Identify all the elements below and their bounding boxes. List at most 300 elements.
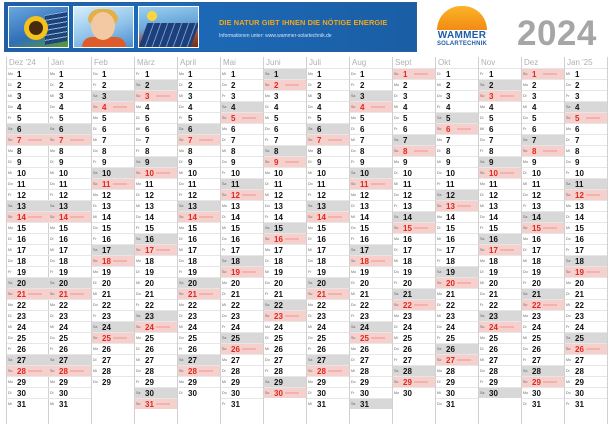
day-cell xyxy=(350,123,392,134)
day-cell xyxy=(49,354,91,365)
day-number: 23 xyxy=(575,312,584,321)
day-cell xyxy=(479,354,521,365)
holiday-marker xyxy=(156,95,170,97)
day-cell xyxy=(135,255,177,266)
weekday-abbr: Mi xyxy=(179,248,183,252)
day-number: 30 xyxy=(59,389,68,398)
day-number: 9 xyxy=(317,158,322,167)
day-number: 3 xyxy=(59,92,64,101)
weekday-abbr: Sa xyxy=(437,270,442,274)
day-cell xyxy=(393,178,435,189)
day-number: 6 xyxy=(403,125,408,134)
day-number: 7 xyxy=(403,136,408,145)
day-number: 11 xyxy=(575,180,584,189)
weekday-abbr: Sa xyxy=(8,281,13,285)
day-number: 18 xyxy=(360,257,369,266)
calendar-year: 2024 xyxy=(517,14,597,53)
day-cell xyxy=(49,266,91,277)
day-number: 18 xyxy=(446,257,455,266)
day-number: 10 xyxy=(274,169,283,178)
day-number: 27 xyxy=(188,356,197,365)
weekday-abbr: Mi xyxy=(437,391,441,395)
weekday-abbr: So xyxy=(566,116,571,120)
weekday-abbr: Mi xyxy=(566,72,570,76)
weekday-abbr: Mo xyxy=(222,281,227,285)
day-number: 18 xyxy=(403,257,412,266)
weekday-abbr: Do xyxy=(437,248,442,252)
month-label: März xyxy=(137,58,155,67)
day-cell xyxy=(307,398,349,409)
day-cell xyxy=(479,112,521,123)
day-cell xyxy=(479,387,521,398)
day-cell xyxy=(436,233,478,244)
day-number: 1 xyxy=(102,70,107,79)
day-number: 9 xyxy=(274,158,279,167)
day-number: 15 xyxy=(145,224,154,233)
day-number: 9 xyxy=(59,158,64,167)
day-cell xyxy=(436,167,478,178)
weekday-abbr: Fr xyxy=(394,127,398,131)
day-number: 17 xyxy=(317,246,326,255)
weekday-abbr: Do xyxy=(523,116,528,120)
weekday-abbr: Sa xyxy=(136,314,141,318)
day-number: 19 xyxy=(403,268,412,277)
day-cell xyxy=(92,332,134,343)
day-cell xyxy=(393,200,435,211)
child-face-graphic xyxy=(91,12,115,40)
day-number: 13 xyxy=(274,202,283,211)
day-number: 7 xyxy=(102,136,107,145)
weekday-abbr: Fr xyxy=(437,105,441,109)
weekday-abbr: Mi xyxy=(394,182,398,186)
weekday-abbr: So xyxy=(8,138,13,142)
weekday-abbr: Do xyxy=(566,160,571,164)
day-cell xyxy=(7,255,49,266)
day-cell xyxy=(436,68,478,79)
day-number: 13 xyxy=(360,202,369,211)
day-cell xyxy=(522,189,564,200)
day-cell xyxy=(307,200,349,211)
weekday-abbr: Di xyxy=(566,292,570,296)
weekday-abbr: Mi xyxy=(523,259,527,263)
weekday-abbr: Di xyxy=(265,105,269,109)
weekday-abbr: Mo xyxy=(394,391,399,395)
day-number: 13 xyxy=(403,202,412,211)
weekday-abbr: So xyxy=(523,226,528,230)
day-number: 29 xyxy=(403,378,412,387)
day-cell xyxy=(221,145,263,156)
weekday-abbr: Fr xyxy=(93,314,97,318)
day-number: 14 xyxy=(403,213,412,222)
holiday-marker xyxy=(28,293,42,295)
day-cell xyxy=(522,255,564,266)
day-number: 11 xyxy=(188,180,197,189)
day-cell xyxy=(221,288,263,299)
day-cell xyxy=(49,123,91,134)
day-cell xyxy=(479,134,521,145)
day-number: 6 xyxy=(446,125,451,134)
day-number: 16 xyxy=(231,235,240,244)
day-cell xyxy=(7,112,49,123)
day-number: 7 xyxy=(17,136,22,145)
weekday-abbr: Mo xyxy=(523,160,528,164)
day-number: 10 xyxy=(532,169,541,178)
weekday-abbr: So xyxy=(480,171,485,175)
day-cell xyxy=(479,156,521,167)
weekday-abbr: Mo xyxy=(8,303,13,307)
day-cell xyxy=(135,398,177,409)
day-number: 19 xyxy=(274,268,283,277)
day-number: 22 xyxy=(575,301,584,310)
day-cell xyxy=(135,90,177,101)
day-cell xyxy=(178,255,220,266)
day-cell xyxy=(178,266,220,277)
weekday-abbr: Mo xyxy=(437,369,442,373)
day-number: 25 xyxy=(403,334,412,343)
day-number: 6 xyxy=(145,125,150,134)
weekday-abbr: So xyxy=(394,380,399,384)
day-cell xyxy=(178,387,220,398)
weekday-abbr: Fr xyxy=(308,347,312,351)
weekday-abbr: Di xyxy=(222,292,226,296)
day-cell xyxy=(436,112,478,123)
weekday-abbr: Di xyxy=(8,83,12,87)
weekday-abbr: So xyxy=(480,248,485,252)
day-cell xyxy=(264,288,306,299)
day-number: 18 xyxy=(231,257,240,266)
weekday-abbr: Mo xyxy=(351,116,356,120)
weekday-abbr: So xyxy=(566,270,571,274)
day-number: 20 xyxy=(145,279,154,288)
day-number: 4 xyxy=(145,103,150,112)
weekday-abbr: Di xyxy=(265,336,269,340)
weekday-abbr: Sa xyxy=(566,105,571,109)
weekday-abbr: Mi xyxy=(308,171,312,175)
day-number: 10 xyxy=(403,169,412,178)
holiday-marker xyxy=(371,106,385,108)
day-cell xyxy=(436,277,478,288)
day-cell xyxy=(565,123,607,134)
day-cell xyxy=(522,79,564,90)
day-number: 13 xyxy=(188,202,197,211)
weekday-abbr: Do xyxy=(136,369,141,373)
day-number: 20 xyxy=(231,279,240,288)
weekday-abbr: Mo xyxy=(50,72,55,76)
day-number: 9 xyxy=(446,158,451,167)
day-number: 8 xyxy=(145,147,150,156)
day-cell xyxy=(7,222,49,233)
weekday-abbr: Mi xyxy=(50,171,54,175)
day-cell xyxy=(565,387,607,398)
day-cell xyxy=(479,123,521,134)
weekday-abbr: Do xyxy=(8,336,13,340)
day-cell xyxy=(393,332,435,343)
day-cell xyxy=(565,398,607,409)
holiday-marker xyxy=(70,216,84,218)
day-number: 11 xyxy=(317,180,326,189)
day-number: 28 xyxy=(360,367,369,376)
holiday-marker xyxy=(371,260,385,262)
month-column xyxy=(264,57,307,424)
day-number: 18 xyxy=(489,257,498,266)
day-number: 18 xyxy=(575,257,584,266)
weekday-abbr: So xyxy=(437,204,442,208)
weekday-abbr: Fr xyxy=(93,237,97,241)
day-number: 25 xyxy=(317,334,326,343)
weekday-abbr: Fr xyxy=(222,94,226,98)
weekday-abbr: Mo xyxy=(222,358,227,362)
day-cell xyxy=(436,200,478,211)
day-number: 15 xyxy=(102,224,111,233)
weekday-abbr: Mo xyxy=(93,347,98,351)
day-number: 12 xyxy=(489,191,498,200)
day-cell xyxy=(49,134,91,145)
weekday-abbr: Fr xyxy=(265,292,269,296)
day-number: 14 xyxy=(17,213,26,222)
weekday-abbr: So xyxy=(394,226,399,230)
day-cell xyxy=(178,222,220,233)
day-cell xyxy=(135,299,177,310)
weekday-abbr: Sa xyxy=(179,127,184,131)
weekday-abbr: So xyxy=(222,347,227,351)
day-cell xyxy=(350,277,392,288)
day-number: 10 xyxy=(188,169,197,178)
day-cell xyxy=(436,90,478,101)
day-cell xyxy=(307,343,349,354)
day-number: 23 xyxy=(188,312,197,321)
day-cell xyxy=(307,222,349,233)
header-banner xyxy=(4,2,417,52)
day-number: 28 xyxy=(188,367,197,376)
weekday-abbr: So xyxy=(480,325,485,329)
day-number: 26 xyxy=(59,345,68,354)
day-cell xyxy=(264,123,306,134)
weekday-abbr: Fr xyxy=(308,116,312,120)
day-number: 26 xyxy=(360,345,369,354)
weekday-abbr: So xyxy=(136,402,141,406)
day-cell xyxy=(307,321,349,332)
day-number: 11 xyxy=(532,180,541,189)
day-cell xyxy=(565,156,607,167)
day-cell xyxy=(7,200,49,211)
weekday-abbr: Mo xyxy=(265,325,270,329)
weekday-abbr: Do xyxy=(480,138,485,142)
day-number: 4 xyxy=(575,103,580,112)
day-number: 27 xyxy=(274,356,283,365)
day-cell xyxy=(221,134,263,145)
day-number: 3 xyxy=(17,92,22,101)
day-number: 21 xyxy=(59,290,68,299)
day-cell xyxy=(135,68,177,79)
day-number: 26 xyxy=(17,345,26,354)
day-cell xyxy=(307,376,349,387)
day-cell xyxy=(221,299,263,310)
weekday-abbr: Do xyxy=(179,182,184,186)
day-number: 13 xyxy=(102,202,111,211)
day-number: 12 xyxy=(317,191,326,200)
day-cell xyxy=(307,79,349,90)
day-number: 17 xyxy=(403,246,412,255)
weekday-abbr: Mo xyxy=(308,149,313,153)
day-number: 29 xyxy=(274,378,283,387)
month-label: Aug xyxy=(352,58,367,67)
weekday-abbr: Do xyxy=(136,215,141,219)
weekday-abbr: Sa xyxy=(394,138,399,142)
day-cell xyxy=(436,211,478,222)
holiday-marker xyxy=(242,194,256,196)
day-cell xyxy=(307,365,349,376)
day-number: 16 xyxy=(446,235,455,244)
weekday-abbr: Fr xyxy=(437,182,441,186)
day-number: 19 xyxy=(317,268,326,277)
weekday-abbr: Fr xyxy=(179,116,183,120)
weekday-abbr: Mi xyxy=(308,402,312,406)
day-cell xyxy=(49,145,91,156)
banner-contact: Informationen unter: www.wammer-solartechnik.de xyxy=(219,33,332,39)
day-cell xyxy=(264,266,306,277)
day-cell xyxy=(92,321,134,332)
day-number: 26 xyxy=(532,345,541,354)
day-number: 15 xyxy=(317,224,326,233)
weekday-abbr: Sa xyxy=(437,116,442,120)
weekday-abbr: Mo xyxy=(394,160,399,164)
holiday-marker xyxy=(328,139,342,141)
day-number: 17 xyxy=(489,246,498,255)
day-cell xyxy=(393,112,435,123)
day-number: 16 xyxy=(532,235,541,244)
day-number: 12 xyxy=(102,191,111,200)
day-cell xyxy=(92,200,134,211)
weekday-abbr: Mo xyxy=(437,292,442,296)
day-number: 2 xyxy=(575,81,580,90)
weekday-abbr: Sa xyxy=(480,237,485,241)
day-number: 14 xyxy=(145,213,154,222)
day-number: 18 xyxy=(274,257,283,266)
weekday-abbr: So xyxy=(437,358,442,362)
day-cell xyxy=(221,255,263,266)
weekday-abbr: Di xyxy=(308,160,312,164)
day-number: 23 xyxy=(102,312,111,321)
day-cell xyxy=(350,376,392,387)
day-cell xyxy=(135,101,177,112)
day-number: 16 xyxy=(274,235,283,244)
weekday-abbr: Fr xyxy=(351,237,355,241)
weekday-abbr: Mi xyxy=(566,226,570,230)
weekday-abbr: Sa xyxy=(50,127,55,131)
weekday-abbr: Di xyxy=(351,281,355,285)
weekday-abbr: Mo xyxy=(308,303,313,307)
day-cell xyxy=(479,321,521,332)
holiday-marker xyxy=(285,84,299,86)
day-number: 22 xyxy=(188,301,197,310)
day-number: 2 xyxy=(145,81,150,90)
day-number: 25 xyxy=(145,334,154,343)
day-cell xyxy=(7,79,49,90)
day-number: 11 xyxy=(489,180,498,189)
weekday-abbr: So xyxy=(50,215,55,219)
weekday-abbr: Do xyxy=(93,149,98,153)
day-number: 14 xyxy=(489,213,498,222)
weekday-abbr: Fr xyxy=(566,94,570,98)
weekday-abbr: So xyxy=(265,314,270,318)
day-number: 8 xyxy=(188,147,193,156)
weekday-abbr: So xyxy=(308,138,313,142)
day-cell xyxy=(393,343,435,354)
day-number: 8 xyxy=(102,147,107,156)
day-cell xyxy=(49,277,91,288)
day-cell xyxy=(479,189,521,200)
day-cell xyxy=(522,387,564,398)
day-cell xyxy=(221,233,263,244)
day-number: 22 xyxy=(102,301,111,310)
weekday-abbr: So xyxy=(265,160,270,164)
day-number: 7 xyxy=(446,136,451,145)
day-number: 9 xyxy=(231,158,236,167)
weekday-abbr: Mi xyxy=(308,325,312,329)
weekday-abbr: Sa xyxy=(566,259,571,263)
day-number: 29 xyxy=(360,378,369,387)
weekday-abbr: Mo xyxy=(179,149,184,153)
day-number: 6 xyxy=(231,125,236,134)
day-cell xyxy=(436,79,478,90)
holiday-marker xyxy=(500,249,514,251)
day-cell xyxy=(350,200,392,211)
weekday-abbr: Fr xyxy=(93,83,97,87)
day-cell xyxy=(221,211,263,222)
month-column xyxy=(49,57,92,424)
day-cell xyxy=(264,178,306,189)
day-number: 10 xyxy=(360,169,369,178)
day-cell xyxy=(264,134,306,145)
day-number: 13 xyxy=(532,202,541,211)
weekday-abbr: Mo xyxy=(480,336,485,340)
day-number: 22 xyxy=(59,301,68,310)
day-cell xyxy=(92,244,134,255)
weekday-abbr: Fr xyxy=(8,193,12,197)
day-cell xyxy=(264,79,306,90)
holiday-marker xyxy=(414,304,428,306)
day-number: 7 xyxy=(231,136,236,145)
day-number: 8 xyxy=(489,147,494,156)
day-number: 3 xyxy=(188,92,193,101)
day-cell xyxy=(135,277,177,288)
day-number: 31 xyxy=(575,400,584,409)
day-number: 26 xyxy=(403,345,412,354)
day-cell xyxy=(92,134,134,145)
day-cell xyxy=(479,332,521,343)
day-number: 11 xyxy=(231,180,240,189)
day-cell xyxy=(178,189,220,200)
day-number: 6 xyxy=(489,125,494,134)
day-cell xyxy=(7,310,49,321)
weekday-abbr: Di xyxy=(179,314,183,318)
day-number: 18 xyxy=(102,257,111,266)
holiday-marker xyxy=(586,271,600,273)
day-number: 12 xyxy=(575,191,584,200)
day-cell xyxy=(135,200,177,211)
day-cell xyxy=(522,112,564,123)
day-number: 18 xyxy=(145,257,154,266)
weekday-abbr: Mi xyxy=(179,325,183,329)
day-number: 30 xyxy=(489,389,498,398)
day-number: 23 xyxy=(274,312,283,321)
weekday-abbr: Do xyxy=(136,138,141,142)
day-cell xyxy=(393,156,435,167)
weekday-abbr: Sa xyxy=(308,127,313,131)
day-number: 4 xyxy=(403,103,408,112)
day-cell xyxy=(393,211,435,222)
day-number: 17 xyxy=(274,246,283,255)
